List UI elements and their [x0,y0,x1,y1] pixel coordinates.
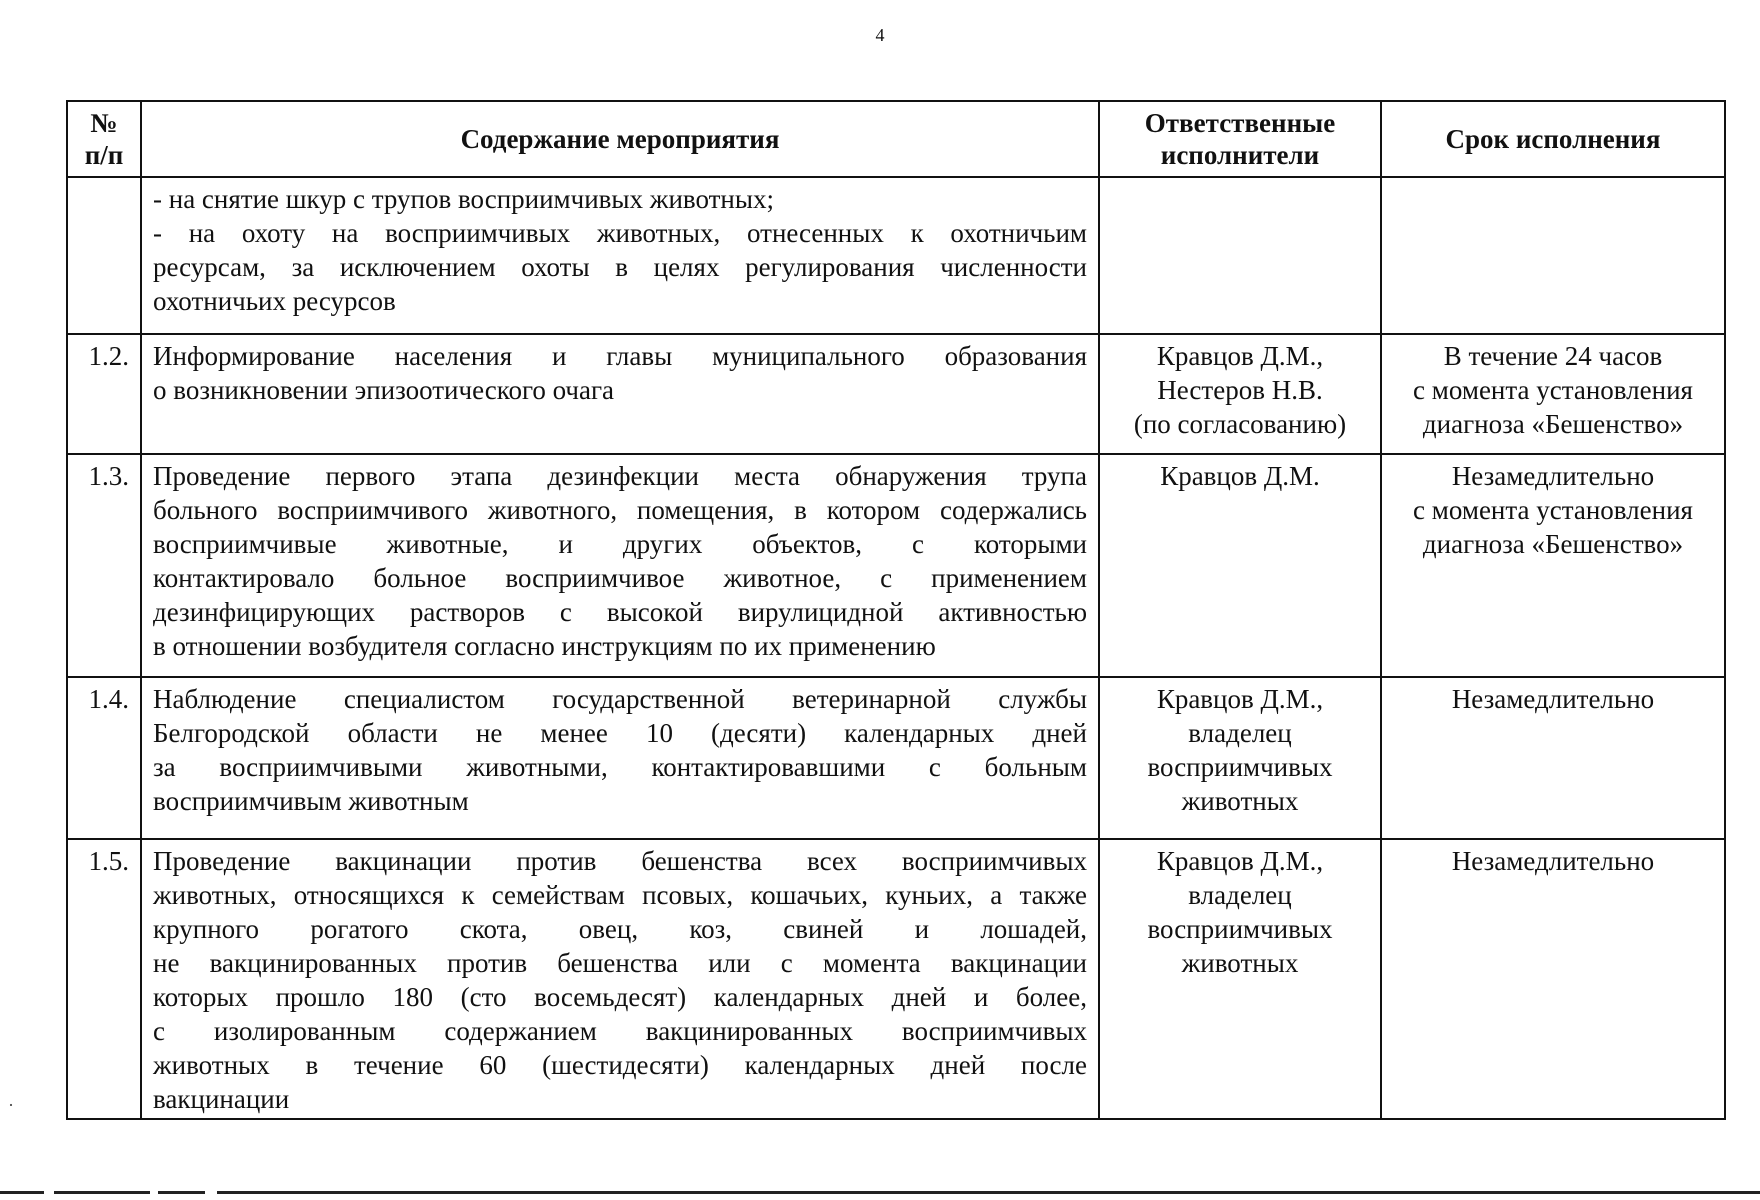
row-content [141,334,1099,454]
content-line: о возникновении эпизоотического очага [153,375,615,405]
header-content: Содержание мероприятия [141,101,1099,177]
content-line: Информирование населения и главы муниципального образования [153,341,1087,371]
measures-table [66,100,1726,1120]
content-line: животных в течение 60 (шестидесяти) календарных дней после [153,1050,1087,1080]
term-line: диагноза «Бешенство» [1422,409,1684,439]
responsible-line: животных [1181,948,1299,978]
content-line: восприимчивым животным [153,786,469,816]
header-responsible-line: исполнители [1160,140,1320,170]
responsible-line: Кравцов Д.М., [1156,684,1324,714]
content-line: - на охоту на восприимчивых животных, отнесенных к охотничьим [153,218,1087,248]
row-responsible [1099,334,1381,454]
responsible-line: восприимчивых [1147,914,1333,944]
term-line: с момента установления [1413,375,1693,405]
row-responsible [1099,839,1381,1119]
content-line: с изолированным содержанием вакцинированных восприимчивых [153,1016,1087,1046]
row-content [141,177,1099,334]
content-line: крупного рогатого скота, овец, коз, свиней и лошадей, [153,914,1087,944]
responsible-line: владелец [1188,880,1292,910]
page-bottom-rule-gap [205,1190,217,1195]
term-line: Незамедлительно [1451,461,1655,491]
header-number-line: № [90,108,118,138]
row-content [141,677,1099,839]
responsible-line: Кравцов Д.М. [1160,461,1320,491]
header-number [67,101,141,177]
term-line: Незамедлительно [1451,846,1655,876]
content-line: контактировало больное восприимчивое животное, с применением [153,563,1087,593]
table-row [67,839,1725,1119]
row-content [141,839,1099,1119]
term-line: В течение 24 часов [1443,341,1663,371]
content-line: дезинфицирующих растворов с высокой вирулицидной активностью [153,597,1087,627]
content-line: - на снятие шкур с трупов восприимчивых животных; [153,184,775,214]
content-line: больного восприимчивого животного, помещения, в котором содержались [153,495,1087,525]
content-line: которых прошло 180 (сто восемьдесят) календарных дней и более, [153,982,1087,1012]
page-bottom-rule [0,1191,1760,1194]
header-number-line: п/п [84,140,124,170]
row-term [1381,454,1725,677]
row-number: 1.2. [67,334,141,454]
content-line: охотничьих ресурсов [153,286,396,316]
row-term [1381,677,1725,839]
content-line: вакцинации [153,1084,290,1114]
row-term [1381,334,1725,454]
responsible-line: Кравцов Д.М., [1156,846,1324,876]
responsible-line: Нестеров Н.В. [1157,375,1323,405]
term-line: диагноза «Бешенство» [1422,529,1684,559]
scan-artifact-dot: · [8,1095,14,1115]
header-responsible-line: Ответственные [1144,108,1336,138]
table-row [67,177,1725,334]
content-line: восприимчивые животные, и других объектов, с которыми [153,529,1087,559]
table-header-row [67,101,1725,177]
content-line: Проведение вакцинации против бешенства всех восприимчивых [153,846,1087,876]
page-bottom-rule-gap [150,1190,158,1195]
row-content [141,454,1099,677]
table-row [67,677,1725,839]
row-responsible [1099,454,1381,677]
content-line: в отношении возбудителя согласно инструкциям по их применению [153,631,936,661]
content-line: не вакцинированных против бешенства или с момента вакцинации [153,948,1087,978]
row-term [1381,177,1725,334]
row-term [1381,839,1725,1119]
content-line: животных, относящихся к семействам псовых, кошачьих, куньих, а также [153,880,1087,910]
row-number: 1.5. [67,839,141,1119]
responsible-line: (по согласованию) [1133,409,1347,439]
header-responsible [1099,101,1381,177]
header-term: Срок исполнения [1381,101,1725,177]
row-number [67,177,141,334]
content-line: Проведение первого этапа дезинфекции места обнаружения трупа [153,461,1087,491]
term-line: с момента установления [1413,495,1693,525]
table-row [67,454,1725,677]
table-row [67,334,1725,454]
content-line: Белгородской области не менее 10 (десяти) календарных дней [153,718,1087,748]
responsible-line: восприимчивых [1147,752,1333,782]
responsible-line: владелец [1188,718,1292,748]
content-line: за восприимчивыми животными, контактировавшими с больным [153,752,1087,782]
page-bottom-rule-gap [44,1190,54,1195]
term-line: Незамедлительно [1451,684,1655,714]
responsible-line: животных [1181,786,1299,816]
page-number: 4 [875,25,885,45]
content-line: Наблюдение специалистом государственной ветеринарной службы [153,684,1087,714]
row-responsible [1099,177,1381,334]
row-number: 1.3. [67,454,141,677]
row-number: 1.4. [67,677,141,839]
content-line: ресурсам, за исключением охоты в целях регулирования численности [153,252,1087,282]
row-responsible [1099,677,1381,839]
responsible-line: Кравцов Д.М., [1156,341,1324,371]
